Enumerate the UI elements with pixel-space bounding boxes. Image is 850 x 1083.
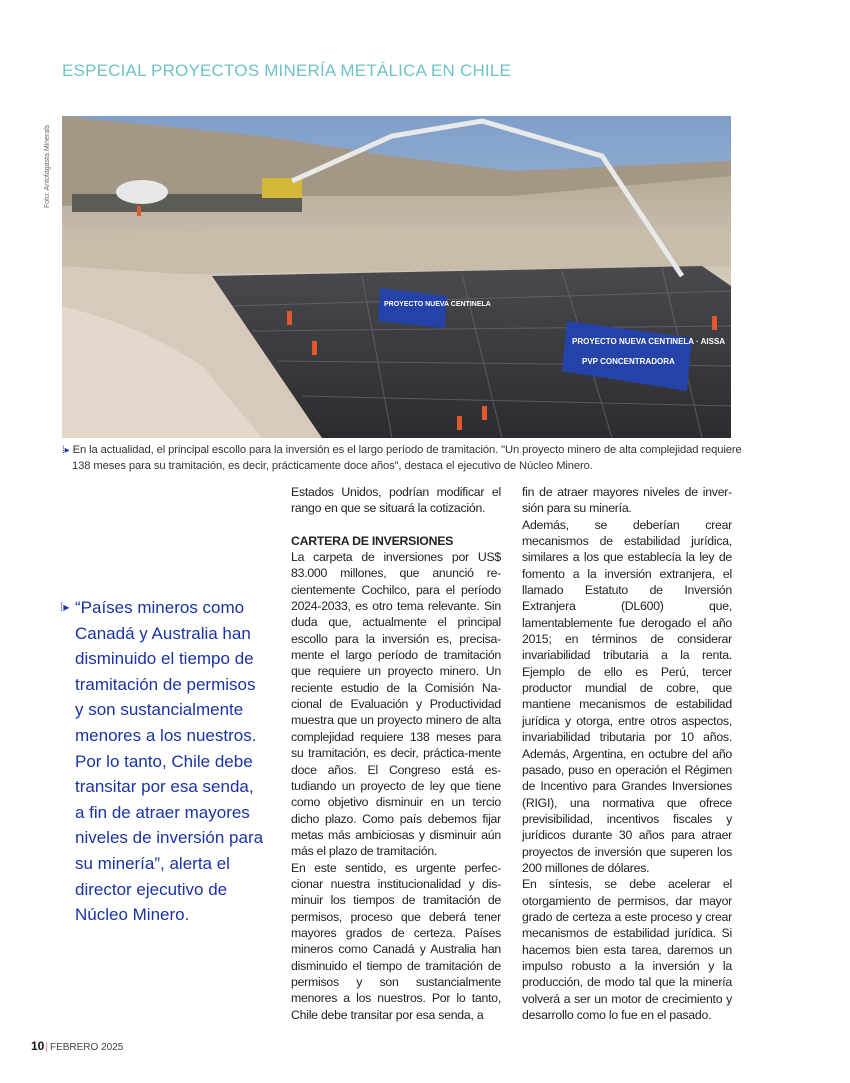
photo-credit-text: Foto: Antofagasta Minerals — [44, 124, 51, 208]
paragraph: fin de atraer mayores niveles de inver-sión para su minería. — [522, 485, 732, 516]
paragraph: Estados Unidos, podrían modificar el rango en que se situará la cotización. — [291, 485, 501, 516]
banner-2-text: PROYECTO NUEVA CENTINELA · AISSA — [572, 337, 726, 346]
article-column-1 — [291, 484, 501, 1023]
article-column-2 — [522, 484, 732, 1023]
paragraph: En este sentido, es urgente perfec-cionar nuestra institucionalidad y dis-minuir los tiempos de tramitación de permisos, proceso que deberá tener mayores grados de certeza. Países mineros como Canadá y Australia han disminuido el tiempo de tramitación de permisos y son sustancialmente menores a los nuestros. Por lo tanto, Chile debe transitar por esa senda, a — [291, 860, 501, 1022]
section-title: ESPECIAL PROYECTOS MINERÍA METÁLICA EN CHILE — [62, 61, 512, 80]
photo-caption — [62, 443, 748, 473]
quote-bullet-icon: ⁞▸ — [60, 600, 70, 614]
banner-1-text: PROYECTO NUEVA CENTINELA — [384, 301, 491, 308]
caption-text: En la actualidad, el principal escollo para la inversión es el largo período de tramitación. "Un proyecto minero de alta complejidad requiere 138 meses para su tramitación, es decir, prácticamente doce años", destaca el ejecutivo de Núcleo Minero. — [72, 444, 742, 472]
pull-quote — [60, 595, 265, 928]
mining-site-photo — [62, 116, 731, 438]
page-number: 10 — [31, 1039, 45, 1053]
subheading: CARTERA DE INVERSIONES — [291, 533, 454, 548]
bullet-dots-icon: ⁞▸ — [62, 445, 70, 456]
paragraph: Además, se deberían crear mecanismos de estabilidad jurídica, similares a los que establecía la ley de fomento a la inversión extranjera, el llamado Estatuto de Inversión Extranjera (DL600) que, lamentablemente fue derogado el año 2015; en términos de considerar invariabilidad tributaria a la renta. Ejemplo de ello es Perú, tercer productor mundial de cobre, que mantiene mecanismos de estabilidad jurídica y otorga, entre otros aspectos, invariabilidad tributaria por 10 años. Además, Argentina, en octubre del año pasado, puso en operación el Régimen de Incentivo para Grandes Inversiones (RIGI), una normativa que ofrece previsibilidad, incentivos fiscales y jurídicos durante 30 años para atraer proyectos de inversión que superen los 200 millones de dólares. — [522, 517, 732, 875]
page-footer — [31, 1039, 123, 1053]
photo-credit — [44, 118, 58, 208]
paragraph: La carpeta de inversiones por US$ 83.000 millones, que anunció re-cientemente Cochilco, para el período 2024-2033, es otro tema relevante. Sin duda que, actualmente el principal escollo para la inversión es, precisa-mente el largo período de tramitación que requiere un proyecto minero. Un reciente estudio de la Comisión Na-cional de Evaluación y Productividad muestra que un proyecto minero de alta complejidad requiere 138 meses para su tramitación, es decir, práctica-mente doce años. El Congreso está es-tudiando un proyecto de ley que tiene como objetivo disminuir en un tercio dicho plazo. Como país debemos fijar metas más ambiciosas y disminuir aún más el plazo de tramitación. — [291, 550, 501, 859]
banner-2b-text: PVP CONCENTRADORA — [582, 357, 675, 366]
footer-divider: | — [45, 1042, 48, 1053]
issue-date: FEBRERO 2025 — [49, 1042, 124, 1053]
construction-site-illustration — [62, 116, 731, 438]
paragraph: En síntesis, se debe acelerar el otorgamiento de permisos, dar mayor grado de certeza a este proceso y crear mecanismos de estabilidad jurídica. Si hacemos bien esta tarea, daremos un impulso robusto a la inversión y la producción, de modo tal que la minería volverá a ser un motor de crecimiento y desarrollo como lo fue en el pasado. — [522, 877, 732, 1022]
pull-quote-text: “Países mineros como Canadá y Australia han disminuido el tiempo de tramitación de permisos y son sustancialmente menores a los nuestros. Por lo tanto, Chile debe transitar por esa senda, a fin de atraer mayores niveles de inversión para su minería”, alerta el director ejecutivo de Núcleo Minero. — [75, 598, 264, 925]
